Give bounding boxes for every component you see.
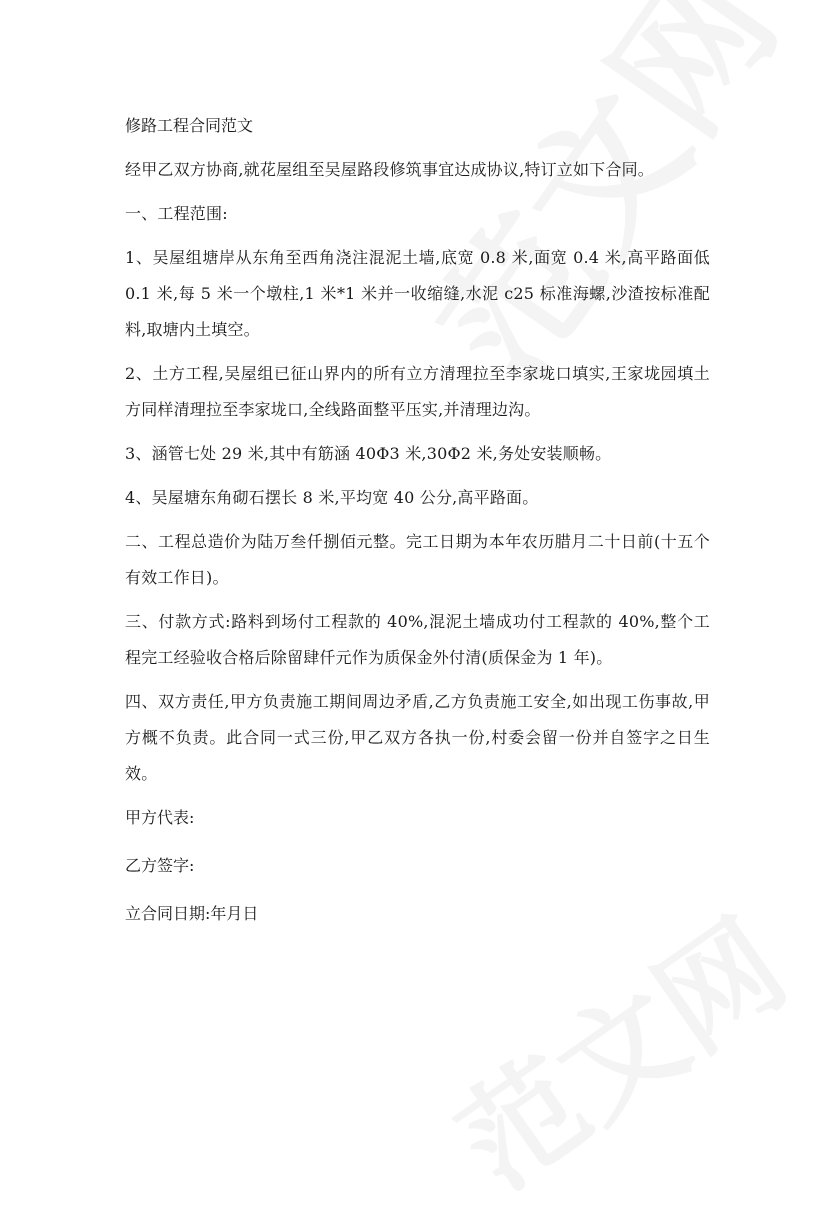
paragraph-payment: 三、付款方式:路料到场付工程款的 40%,混泥土墙成功付工程款的 40%,整个工程完工经验收合格后除留肆仟元作为质保金外付清(质保金为 1 年)。 (125, 612, 710, 667)
signature-party-a: 甲方代表: (125, 808, 195, 827)
paragraph-total-cost: 二、工程总造价为陆万叁仟捌佰元整。完工日期为本年农历腊月二十日前(十五个有效工作日)。 (125, 532, 710, 587)
signature-party-b: 乙方签字: (125, 856, 195, 875)
paragraph-responsibility: 四、双方责任,甲方负责施工期间周边矛盾,乙方负责施工安全,如出现工伤事故,甲方概不负责。此合同一式三份,甲乙双方各执一份,村委会留一份并自签字之日生效。 (125, 692, 710, 783)
paragraph-item-2: 2、土方工程,吴屋组已征山界内的所有立方清理拉至李家垅口填实,王家垅园填土方同样清理拉至李家垅口,全线路面整平压实,并清理边沟。 (125, 364, 710, 419)
document-title: 修路工程合同范文 (125, 116, 254, 135)
section-heading-scope: 一、工程范围: (125, 204, 228, 223)
paragraph-item-4: 4、吴屋塘东角砌石摆长 8 米,平均宽 40 公分,高平路面。 (125, 488, 539, 507)
document-body (125, 108, 710, 944)
paragraph-item-1: 1、吴屋组塘岸从东角至西角浇注混泥土墙,底宽 0.8 米,面宽 0.4 米,高平路面低 0.1 米,每 5 米一个墩柱,1 米*1 米并一收缩缝,水泥 c25 标准海螺,沙渣按标准配料,取塘内土填空。 (125, 248, 710, 339)
signature-date: 立合同日期:年月日 (125, 904, 259, 923)
paragraph-intro: 经甲乙双方协商,就花屋组至吴屋路段修筑事宜达成协议,特订立如下合同。 (125, 160, 654, 179)
paragraph-item-3: 3、涵管七处 29 米,其中有筋涵 40Φ3 米,30Φ2 米,务处安装顺畅。 (125, 444, 612, 463)
